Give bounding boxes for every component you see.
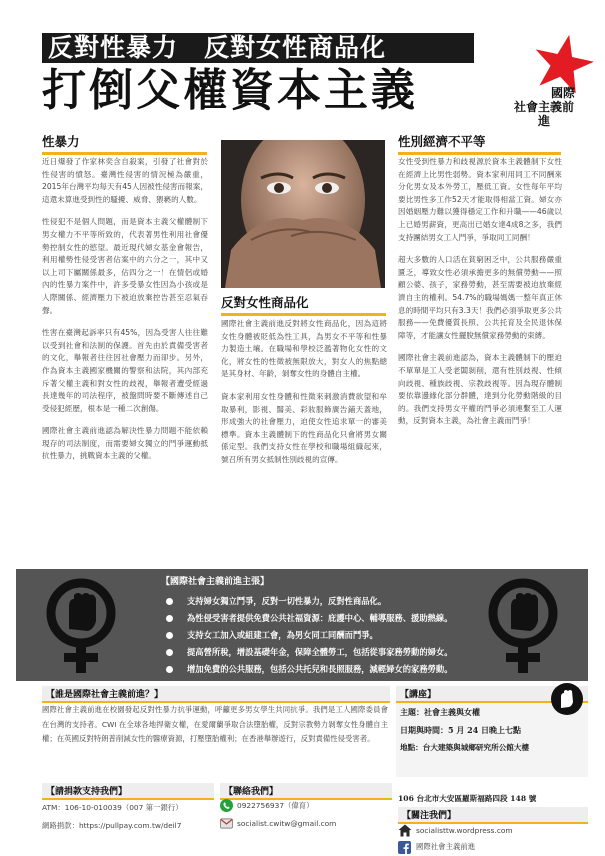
- about-heading: 【誰是國際社會主義前進？】: [42, 686, 390, 703]
- right-column-body: [398, 156, 562, 438]
- phone-icon: [220, 799, 233, 812]
- demand-text: 增加免費的公共服務，包括公共托兒和長照服務，減輕婦女的家務勞動。: [187, 664, 453, 674]
- heading-gender-economic-inequality: 性別經濟不平等: [398, 132, 561, 155]
- talk-topic: 主題：社會主義與女權: [400, 707, 480, 717]
- demands-banner: [16, 569, 588, 681]
- home-icon: [398, 824, 412, 837]
- female-symbol-fist-icon: [476, 577, 571, 675]
- contact-heading: 【聯絡我們】: [220, 783, 392, 800]
- contact-phone[interactable]: 0922756937（偉育）: [237, 801, 314, 810]
- talk-heading: 【講座】: [396, 686, 588, 703]
- demand-item: [166, 644, 453, 661]
- left-paragraph: 國際社會主義前進認為解決性暴力問題不能依賴現存的司法制度，而需要婦女獨立的鬥爭運動抵抗性暴力，挑戰資本主義的父權。: [42, 426, 208, 461]
- talk-address: 106 台北市大安區羅斯福路四段 148 號: [398, 794, 537, 803]
- middle-column-body: [221, 318, 387, 477]
- right-paragraph: 女性受到性暴力和歧視源於資本主義體制下女性在經濟上比男性弱勢。資本家利用同工不同酬來分化男女及本外勞工，壓低工資。女性每年平均要比男性多工作52天才能取得相當工資。婦女亦因婚姻壓力難以獲得穩定工作和升職——46歲以上已婚男薪資，更高出已婚女達4成8之多，我們支持團結男女工人鬥爭，爭取同工同酬！: [398, 157, 562, 242]
- donate-online-link[interactable]: 網路捐款：https://pullpay.com.tw/deil7: [42, 821, 182, 830]
- bullet-icon: [166, 632, 173, 639]
- left-column-body: [42, 156, 208, 473]
- demand-text: 支持婦女獨立鬥爭，反對一切性暴力，反對性商品化。: [187, 596, 387, 606]
- org-logo-line1: 國際: [550, 86, 575, 100]
- demand-item: [166, 627, 453, 644]
- follow-facebook-link[interactable]: 國際社會主義前進: [416, 842, 476, 851]
- donate-heading: 【請捐款支持我們】: [42, 783, 214, 800]
- demands-list: [166, 593, 453, 678]
- demand-text: 為性侵受害者提供免費公共社福資源：庇護中心、輔導服務、援助熱線。: [187, 613, 453, 623]
- about-text: 國際社會主義前進在校園發起反對性暴力抗爭運動，呼籲更多男女學生共同抗爭。我們是工人國際委員會在台灣的支持者。CWI 在全球各地捍衛女權，在愛爾蘭爭取合法墮胎權，反對宗教勢力剝奪女性身體自主權；在英國反對特朗普削減女性的醫療資源，打壓墮胎權利；在香港舉辦遊行，反對責備性侵受害者。: [42, 705, 388, 743]
- contact-email[interactable]: socialist.cwitw@gmail.com: [237, 819, 337, 828]
- bullet-icon: [166, 615, 173, 622]
- heading-anti-commodification: 反對女性商品化: [221, 293, 386, 316]
- bullet-icon: [166, 649, 173, 656]
- title-main: 打倒父權資本主義: [42, 65, 418, 116]
- left-paragraph: 近日爆發了作家林奕含自殺案，引發了社會對於性侵害的憤怒。臺灣性侵害的情況極為嚴重，2015年台灣平均每天有45人因被性侵害而報案，這還未算進受到性的騷擾、威脅、猥褻的人數。: [42, 157, 208, 204]
- title-top: 反對性暴力 反對女性商品化: [42, 33, 474, 63]
- donate-atm: ATM：106-10-010039（007 第一銀行）: [42, 803, 183, 812]
- demand-text: 提高營所稅，增設基礎年金，保障全體勞工，包括從事家務勞動的婦女。: [187, 647, 453, 657]
- left-paragraph: 性侵犯不是個人問題，而是資本主義父權體制下男女權力不平等所致的，代表著男性利用社會優勢控制女性的慾望。最近現代婦女基金會報告，利用權勢性侵受害者佔案中的六分之一，其中又以上司下屬關係最多，佔四分之一！在情侶或婚內的性暴力案件中，許多受暴女性因為小孩或是人際關係、經濟壓力下被迫放棄控告甚至忍氣吞聲。: [42, 217, 208, 315]
- bullet-icon: [166, 598, 173, 605]
- middle-paragraph: 資本家利用女性身體和性徵來刺激消費欲望和牟取暴利，影視、醫美、彩妝服飾廣告鋪天蓋地，形成強大的社會壓力，迫使女性追求單一的審美標準。資本主義體制下的性商品化只會將男女關係定型。我們支持女性在學校和職場組織起來，號召所有男女抵制性別歧視的宣傳。: [221, 391, 387, 464]
- demands-title: 【國際社會主義前進主張】: [161, 577, 270, 587]
- demand-item: [166, 610, 453, 627]
- follow-heading: 【關注我們】: [398, 807, 588, 824]
- right-paragraph: 超大多數的人口活在貧窮困乏中，公共服務嚴重匱乏，導致女性必須承擔更多的無償勞動——照顧公婆、孩子，家務勞動，甚至需要被迫放棄經濟自主的權利。54.7%的職場媽媽一整年真正休息的時間平均只有3.3天！我們必須爭取更多公共服務——免費優質長照、公共托育及全民退休保障等，才能讓女性擺脫無償家務勞動的束縛。: [398, 255, 562, 340]
- talk-place: 地點：台大建築與城鄉研究所公館大樓: [400, 743, 530, 752]
- female-symbol-fist-icon: [34, 577, 129, 675]
- left-paragraph: 性害在臺灣起訴率只有45%，因為受害人往往難以受到社會和法制的保護。首先由於責備受害者的文化，舉報者往往因社會壓力而卻步。另外，作為資本主義國家機關的警察和法院，其內部充斥著父權主義和對女性的歧視，舉報者遭受經過長達幾年的司法程序，被盤問時要不斷傳述自己受侵犯經歷，根本是一種二次創傷。: [42, 328, 208, 413]
- bullet-icon: [166, 666, 173, 673]
- talk-datetime: 日期與時間：5 月 24 日晚上七點: [400, 725, 522, 735]
- right-paragraph: 國際社會主義前進認為，資本主義體制下的壓迫不單單是工人受老闆剝削，還有性別歧視、性傾向歧視、種族歧視、宗教歧視等。因為現存體制要依靠邊緣化部分群體，達到分化勞動階級的目的。我們支持男女平權的鬥爭必須連繫至工人運動，反對資本主義，為社會主義而鬥爭！: [398, 353, 562, 426]
- demand-item: [166, 661, 453, 678]
- hero-photo-covered-mouth: [221, 140, 385, 288]
- demand-text: 支持女工加入或組建工會，為男女同工同酬而鬥爭。: [187, 630, 378, 640]
- middle-paragraph: 國際社會主義前進反對將女性商品化，因為這將女性身體被貶低為性工具，為男女不平等和性暴力製造土壤。在職場和學校泛濫著物化女性的文化，將女性的性徵被無限放大，對女人的焦點總是其身材、年齡，剝奪女性的身體自主權。: [221, 319, 387, 379]
- heading-sexual-violence: 性暴力: [42, 132, 207, 155]
- photo-illustration: [221, 140, 385, 288]
- email-icon: [220, 818, 233, 829]
- demand-item: [166, 593, 453, 610]
- raised-fist-icon: [550, 682, 584, 716]
- facebook-icon: [398, 841, 411, 854]
- org-logo-text: [509, 86, 579, 128]
- org-logo-line2: 社會主義前進: [513, 100, 574, 128]
- follow-website-link[interactable]: socialisttw.wordpress.com: [416, 826, 513, 835]
